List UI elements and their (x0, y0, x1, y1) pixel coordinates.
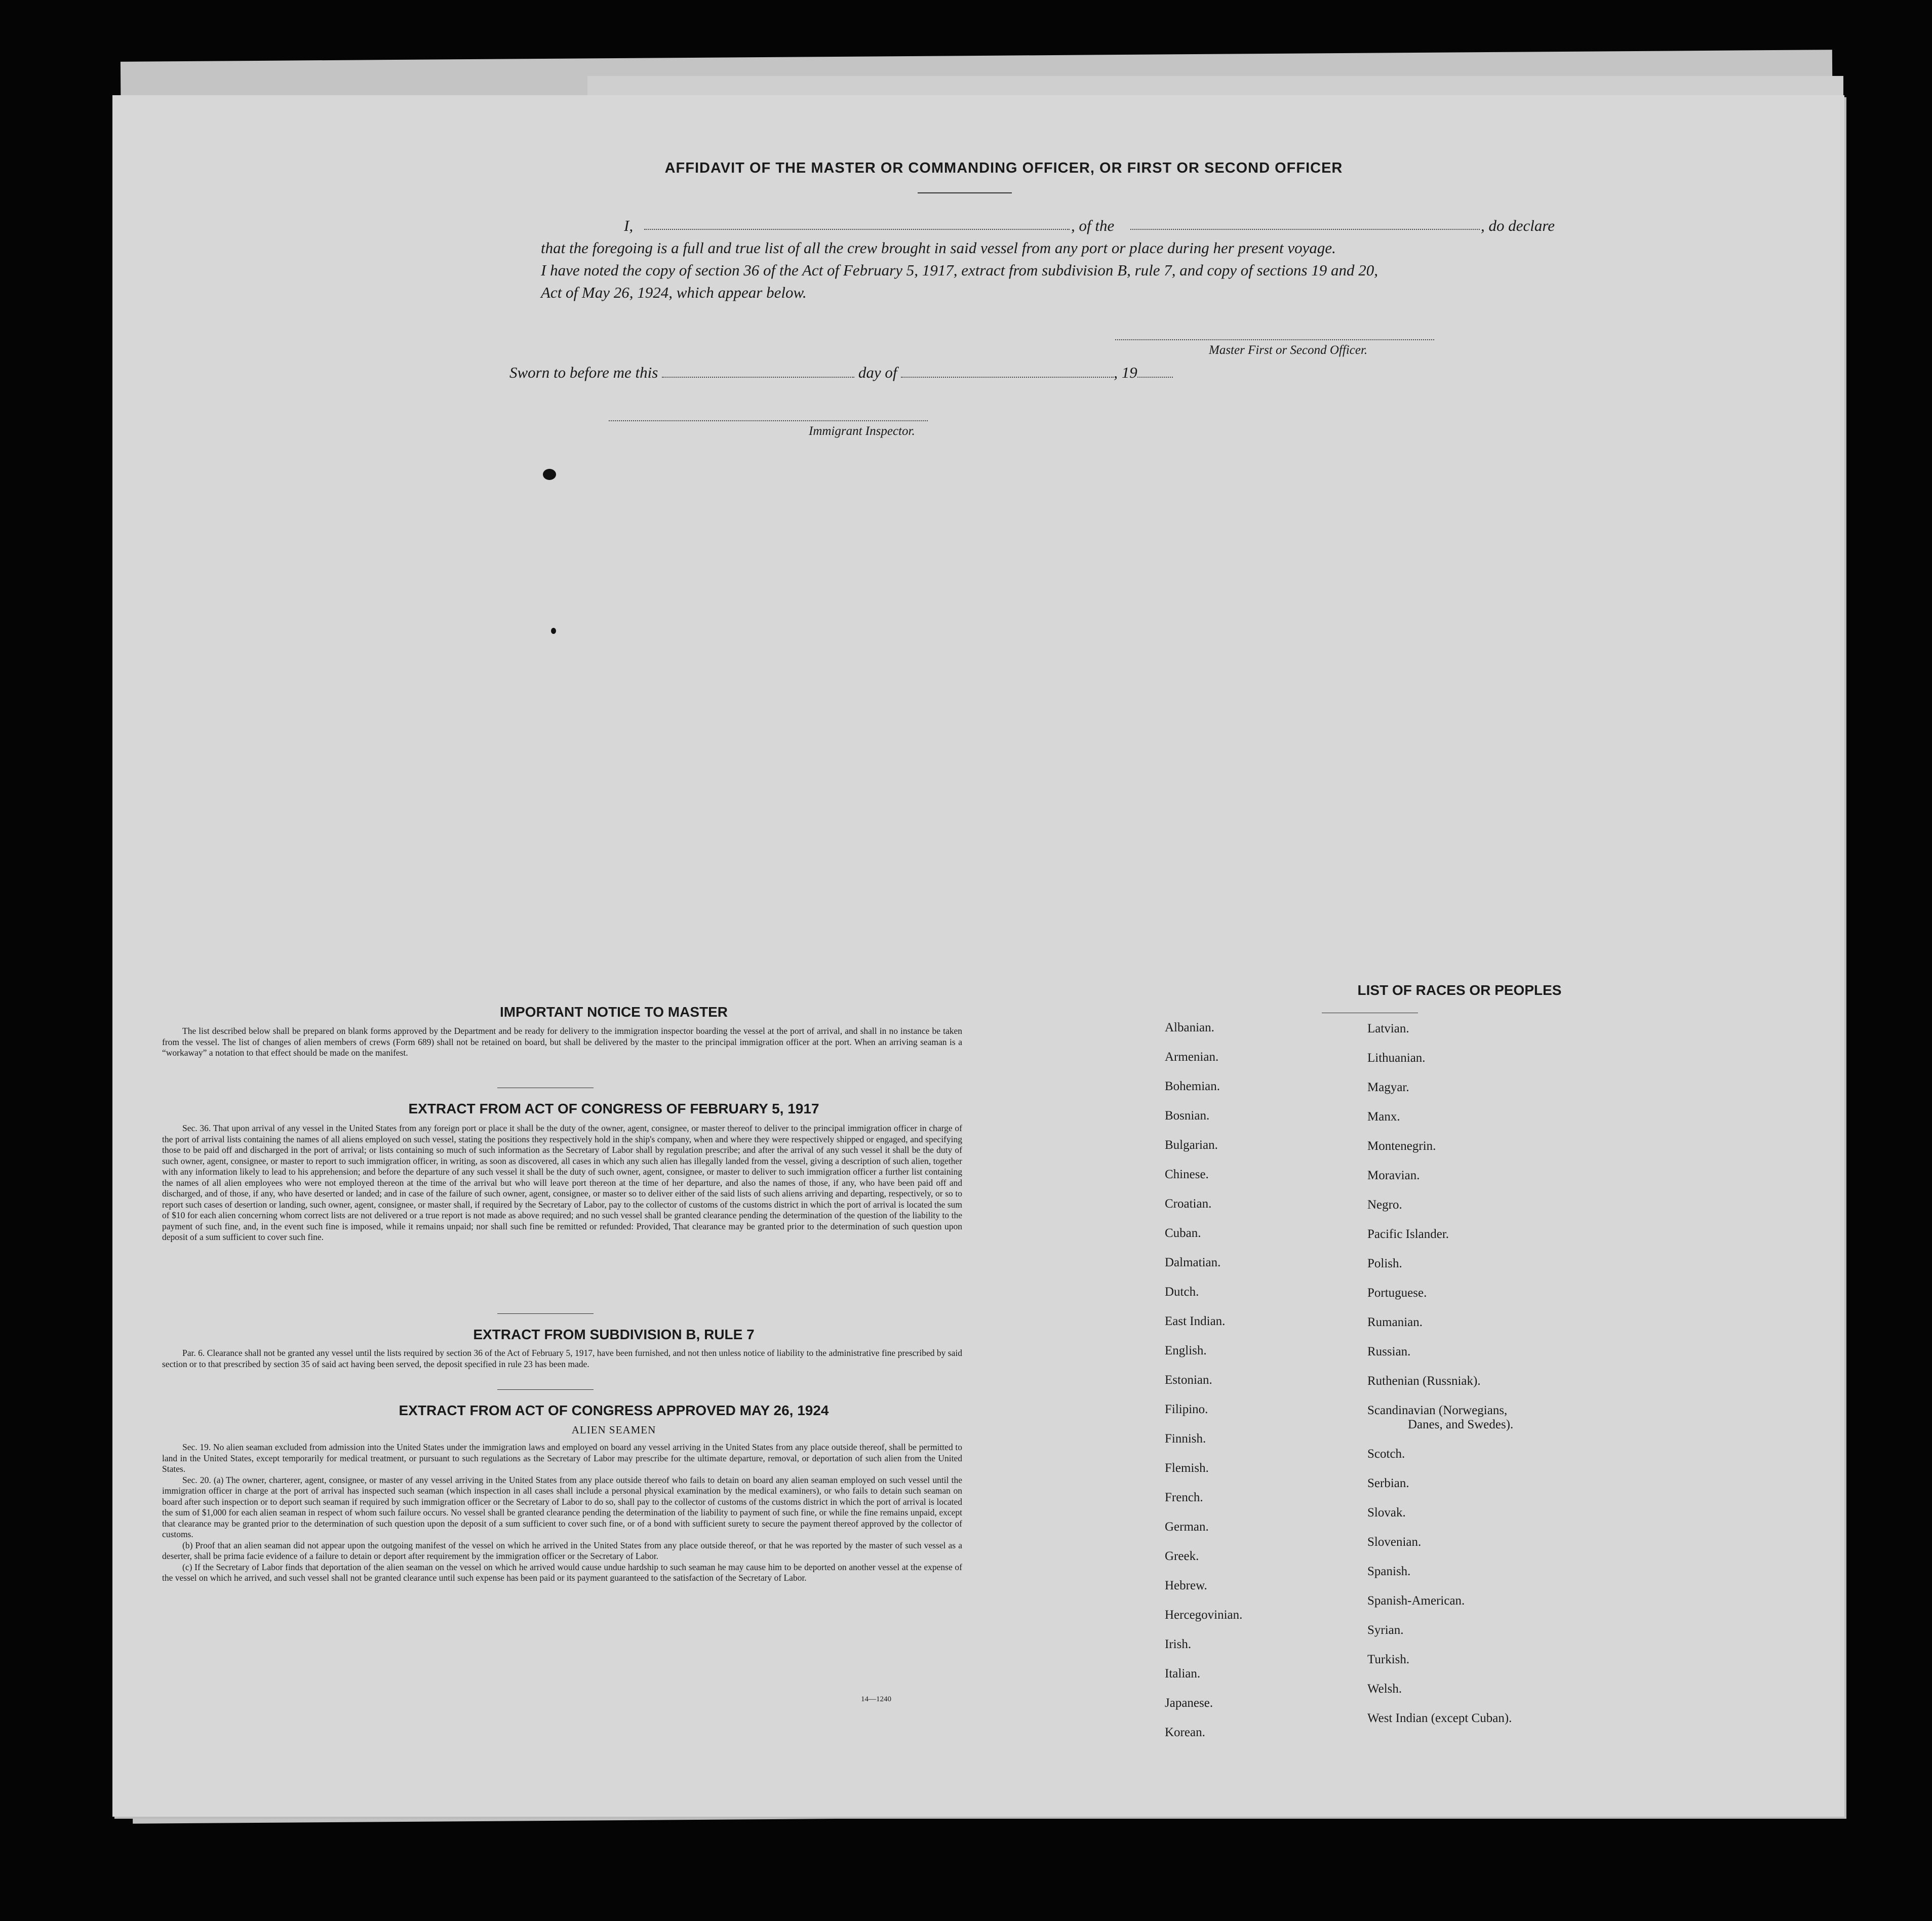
races-right-column (1367, 1019, 1513, 1738)
affidavit-line-2: that the foregoing is a full and true list of all the crew brought in said vessel from any port or place during her present voyage. (541, 239, 1336, 257)
race-item: Turkish. (1367, 1653, 1410, 1666)
inspector-signature-line[interactable] (609, 420, 928, 421)
affidavit-i: I, (624, 217, 634, 234)
race-item: Slovenian. (1367, 1535, 1422, 1549)
race-item: Irish. (1165, 1637, 1192, 1651)
race-item: Bosnian. (1165, 1109, 1210, 1123)
section-divider (497, 1313, 594, 1314)
race-item: Dalmatian. (1165, 1256, 1221, 1269)
sworn-year-blank[interactable] (1137, 366, 1173, 378)
race-item: Pacific Islander. (1367, 1227, 1449, 1241)
sec-36-paragraph: Sec. 36. That upon arrival of any vessel in the United States from any foreign port or place it shall be the duty of the owner, agent, consignee, or master thereof to deliver to the principal immigration officer in charge of the port of arrival lists containing the names of all aliens employed on such vessel, stating the positions they respectively hold in the ship's company, when and where they were respectively shipped or engaged, and specifying those to be paid off and discharged in the port of arrival; or lists containing so much of such information as the Secretary of Labor shall by regulation prescribe; and after the arrival of any such vessel it shall be the duty of such owner, agent, consignee, or master to report to such immigration officer, in writing, as soon as discovered, all cases in which any such alien has illegally landed from the vessel, giving a description of such alien, together with any information likely to lead to his apprehension; and before the departure of any such vessel it shall be the duty of such owner, agent, consignee, or master to deliver to such immigration officer a further list containing the names of all alien employees who were not employed thereon at the time of the arrival but who will leave port thereon at the time of her departure, and also the names of those, if any, who have been paid off and discharged, and of those, if any, who have deserted or landed; and in case of the failure of such owner, agent, consignee, or master so to deliver either of the said lists of such aliens arriving and departing, respectively, or so to report such cases of desertion or landing, such owner, agent, consignee, or master shall, if required by the Secretary of Labor, pay to the collector of customs of the customs district in which the port of arrival is located the sum of $10 for each alien concerning whom correct lists are not delivered or a true report is not made as above required; and no such vessel shall be granted clearance pending the determination of the question of the liability to the payment of such fine, and, in the event such fine is imposed, while it remains unpaid; nor shall such fine be remitted or refunded: Provided, That clearance may be granted prior to the determination of such question upon deposit of a sum sufficient to cover such fine. (162, 1123, 962, 1242)
extract-1917-title: EXTRACT FROM ACT OF CONGRESS OF FEBRUARY 5, 1917 (408, 1101, 819, 1116)
notice-paragraph: The list described below shall be prepared on blank forms approved by the Department and be ready for delivery to the immigration inspector boarding the vessel at the port of arrival, and shall in no instance be taken from the vessel. The list of changes of alien members of crews (Form 689) shall not be retained on board, but shall be delivered by the master to the principal immigration officer at the port. When an arriving seaman is a “workaway” a notation to that effect should be made on the manifest. (162, 1026, 962, 1058)
extract-1924-text (162, 1442, 962, 1584)
race-item: Japanese. (1165, 1696, 1213, 1710)
race-item: Welsh. (1367, 1682, 1402, 1696)
race-item: Hercegovinian. (1165, 1608, 1243, 1622)
sec-20a-paragraph: Sec. 20. (a) The owner, charterer, agent, consignee, or master of any vessel arriving in the United States from any place outside thereof who fails to detain on board any alien seaman employed on such vessel until the immigration officer in charge at the port of arrival has inspected such seaman (which inspection in all cases shall include a personal physical examination by the medical examiners), or who fails to detain such seaman on board after such inspection or to deport such seaman if required by such immigration officer or the Secretary of Labor to do so, shall pay to the collector of customs of the customs district in which the port of arrival is located the sum of $1,000 for each alien seaman in respect of whom such failure occurs. No vessel shall be granted clearance pending the determination of the liability to payment of such fine, or while the fine remains unpaid, except that clearance may be granted prior to the determination of such question upon the deposit of a sum sufficient to cover such fine, or of a bond with sufficient surety to secure the payment thereof approved by the collector of customs. (162, 1474, 962, 1539)
alien-seamen-subtitle: ALIEN SEAMEN (571, 1424, 656, 1436)
notice-text (162, 1026, 962, 1059)
race-item: Cuban. (1165, 1226, 1201, 1240)
par-6-paragraph: Par. 6. Clearance shall not be granted any vessel until the lists required by section 36 of the Act of February 5, 1917, have been furnished, and not then unless notice of liability to the administrative fine prescribed by said section or to that prescribed by section 35 of said act having been served, the deposit specified in rule 23 has been made. (162, 1348, 962, 1369)
race-item: Negro. (1367, 1198, 1402, 1212)
race-item: Slovak. (1367, 1506, 1406, 1519)
sec-20c-paragraph: (c) If the Secretary of Labor finds that deportation of the alien seaman on the vessel on which he arrived would cause undue hardship to such seaman he may cause him to be deported on another vessel at the expense of the vessel on which he arrived, and such vessel shall not be granted clearance until such expense has been paid or its payment guaranteed to the satisfaction of the Secretary of Labor. (162, 1562, 962, 1583)
race-item: Flemish. (1165, 1461, 1209, 1475)
race-item: West Indian (except Cuban). (1367, 1711, 1512, 1725)
race-item: Manx. (1367, 1110, 1400, 1124)
affidavit-title: AFFIDAVIT OF THE MASTER OR COMMANDING OFFICER, OR FIRST OR SECOND OFFICER (664, 160, 1343, 176)
affidavit-do-declare: , do declare (1481, 217, 1555, 234)
race-item: German. (1165, 1520, 1209, 1534)
sec-20b-paragraph: (b) Proof that an alien seaman did not appear upon the outgoing manifest of the vessel on which he arrived in the United States from any place outside thereof, or that he was reported by the master of such vessel as a deserter, shall be prima facie evidence of a failure to detain or deport after requirement by the immigration officer or the Secretary of Labor. (162, 1540, 962, 1561)
extract-1917-text (162, 1123, 962, 1243)
race-item: Finnish. (1165, 1432, 1206, 1446)
affidavit-line-3: I have noted the copy of section 36 of the Act of February 5, 1917, extract from subdivision B, rule 7, and copy of sections 19 and 20, (541, 261, 1378, 279)
race-item: Magyar. (1367, 1080, 1409, 1094)
affidavit-declaration (512, 215, 1576, 304)
sworn-label: Sworn to before me this (509, 364, 658, 381)
sworn-day-blank[interactable] (662, 366, 854, 378)
race-item: Estonian. (1165, 1373, 1212, 1387)
race-item: Polish. (1367, 1257, 1402, 1270)
races-left-column (1165, 1018, 1242, 1752)
race-item: Bohemian. (1165, 1079, 1220, 1093)
race-item: Ruthenian (Russniak). (1367, 1374, 1481, 1388)
race-item: Scandinavian (Norwegians, (1367, 1404, 1508, 1417)
ink-spot (551, 628, 556, 634)
race-item: Scotch. (1367, 1447, 1405, 1461)
race-item: Moravian. (1367, 1169, 1420, 1182)
race-item: Spanish. (1367, 1565, 1411, 1578)
race-item: Dutch. (1165, 1285, 1199, 1299)
inspector-caption: Immigrant Inspector. (809, 424, 915, 438)
race-item: Russian. (1367, 1345, 1411, 1358)
race-item: East Indian. (1165, 1314, 1226, 1328)
race-item: Greek. (1165, 1549, 1199, 1563)
race-item: Chinese. (1165, 1168, 1209, 1181)
master-name-blank[interactable] (644, 218, 1070, 230)
affidavit-line-4: Act of May 26, 1924, which appear below. (541, 284, 807, 301)
race-item: Italian. (1165, 1667, 1201, 1680)
race-item: Portuguese. (1367, 1286, 1427, 1300)
race-item: Bulgarian. (1165, 1138, 1218, 1152)
race-item: Lithuanian. (1367, 1051, 1426, 1065)
race-item: Spanish-American. (1367, 1594, 1465, 1608)
race-item: Serbian. (1367, 1476, 1409, 1490)
race-item: Syrian. (1367, 1623, 1404, 1637)
race-item: Armenian. (1165, 1050, 1219, 1064)
race-item: Danes, and Swedes). (1408, 1418, 1514, 1431)
extract-1924-title: EXTRACT FROM ACT OF CONGRESS APPROVED MAY 26, 1924 (399, 1403, 829, 1418)
extract-rule7-title: EXTRACT FROM SUBDIVISION B, RULE 7 (473, 1327, 755, 1342)
ink-spot (543, 469, 556, 480)
race-item: English. (1165, 1344, 1207, 1357)
race-item: Albanian. (1165, 1021, 1214, 1034)
year-prefix: , 19 (1114, 364, 1137, 381)
races-title: LIST OF RACES OR PEOPLES (1357, 982, 1562, 998)
affidavit-form-page (112, 95, 1844, 1817)
day-of-label: day of (858, 364, 897, 381)
race-item: Latvian. (1367, 1022, 1409, 1035)
sworn-line (509, 364, 1173, 382)
race-item: Montenegrin. (1367, 1139, 1436, 1153)
extract-rule7-text (162, 1348, 962, 1370)
title-divider (918, 192, 1012, 193)
race-item: French. (1165, 1491, 1203, 1504)
section-divider (497, 1389, 594, 1390)
form-number: 14—1240 (861, 1695, 891, 1703)
affidavit-of-the: , of the (1071, 217, 1115, 234)
sworn-month-blank[interactable] (901, 366, 1114, 378)
sec-19-paragraph: Sec. 19. No alien seaman excluded from admission into the United States under the immigration laws and employed on board any vessel arriving in the United States from any place outside thereof, shall be permitted to land in the United States, except temporarily for medical treatment, or pursuant to such regulations as the Secretary of Labor may prescribe for the ultimate departure, removal, or deportation of such alien from the United States. (162, 1442, 962, 1474)
race-item: Croatian. (1165, 1197, 1212, 1211)
vessel-name-blank[interactable] (1130, 218, 1480, 230)
race-item: Filipino. (1165, 1403, 1208, 1416)
master-signature-caption: Master First or Second Officer. (1209, 343, 1368, 357)
race-item: Rumanian. (1367, 1315, 1423, 1329)
race-item: Korean. (1165, 1726, 1205, 1739)
race-item: Hebrew. (1165, 1579, 1207, 1592)
master-signature-line[interactable] (1115, 339, 1434, 340)
notice-title: IMPORTANT NOTICE TO MASTER (499, 1004, 728, 1020)
